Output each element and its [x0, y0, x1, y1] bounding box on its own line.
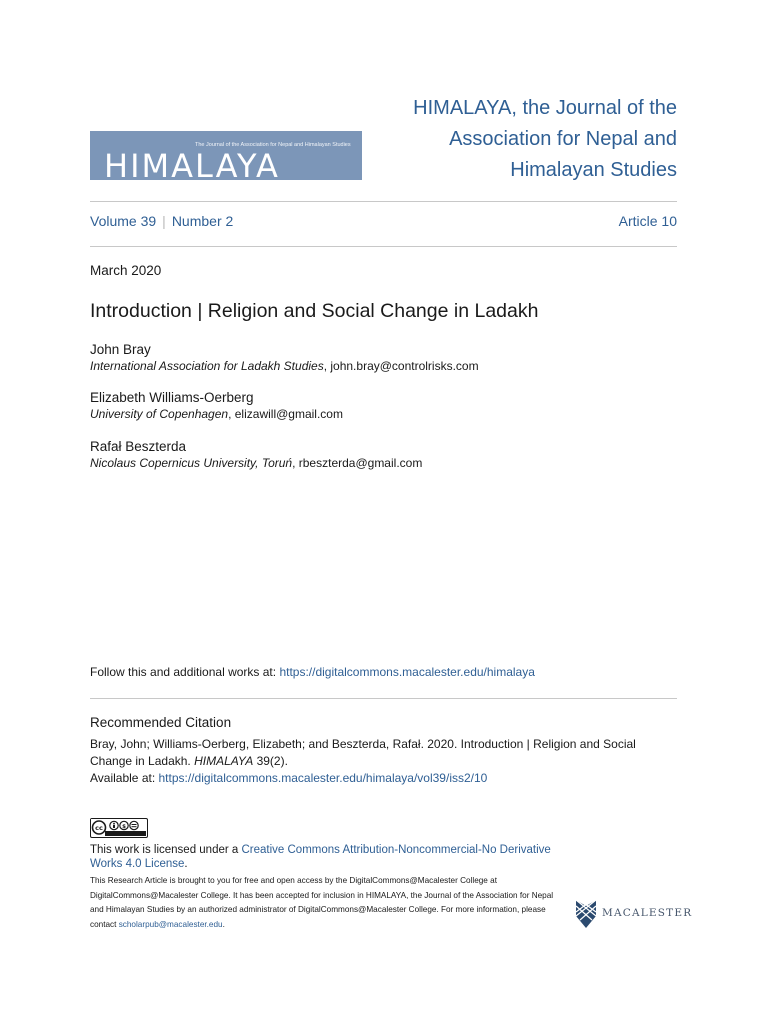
- author-name: John Bray: [90, 342, 151, 357]
- license-prefix: This work is licensed under a: [90, 844, 242, 856]
- author-email: , rbeszterda@gmail.com: [292, 456, 423, 470]
- logo-tagline: The Journal of the Association for Nepal and Himalayan Studies: [195, 142, 351, 148]
- cc-license-badge[interactable]: [90, 818, 148, 838]
- journal-logo: [90, 131, 362, 180]
- author-block: [90, 341, 690, 375]
- affiliation-name: International Association for Ladakh Studies: [90, 359, 324, 373]
- author-name: Rafał Beszterda: [90, 439, 187, 454]
- svg-text:$: $: [122, 823, 126, 830]
- svg-text:cc: cc: [95, 824, 103, 832]
- follow-line: [90, 665, 535, 679]
- license-link[interactable]: Creative Commons Attribution-Noncommercial-No Derivative Works 4.0 License: [90, 844, 551, 870]
- affiliation-name: Nicolaus Copernicus University, Toruń: [90, 456, 293, 470]
- author-email: , elizawill@gmail.com: [228, 407, 343, 421]
- citation-volume: 39(2).: [253, 754, 288, 768]
- divider: [90, 698, 677, 699]
- separator: |: [162, 213, 166, 229]
- access-suffix: .: [222, 919, 225, 929]
- affiliation-name: University of Copenhagen: [90, 407, 229, 421]
- citation-body: [90, 736, 670, 787]
- macalester-wordmark: MACALESTER: [602, 907, 693, 919]
- access-text: This Research Article is brought to you for free and open access by the DigitalCommons@Macalester College at DigitalCommons@Macalester College. It has been accepted for inclusion in HIMALAYA, the Journal of the Association for Nepal and Himalayan Studies by an authorized administrator of DigitalCommons@Macalester College. For more information, please contact: [90, 876, 554, 929]
- journal-title-link[interactable]: HIMALAYA, the Journal of the Association for Nepal and Himalayan Studies: [413, 97, 677, 181]
- number-link[interactable]: Number 2: [171, 213, 234, 229]
- article-link[interactable]: Article 10: [618, 213, 677, 229]
- available-link[interactable]: https://digitalcommons.macalester.edu/himalaya/vol39/iss2/10: [158, 771, 488, 785]
- follow-text: Follow this and additional works at:: [90, 665, 280, 679]
- cc-by-nc-nd-icon: [91, 819, 146, 836]
- license-suffix: .: [184, 858, 188, 870]
- volume-link[interactable]: Volume 39: [90, 213, 157, 229]
- license-text: [90, 843, 560, 871]
- citation-text: Bray, John; Williams-Oerberg, Elizabeth; and Beszterda, Rafał. 2020. Introduction | Religion and Social Change in Ladakh.: [90, 737, 636, 768]
- access-statement: [90, 874, 560, 932]
- author-block: [90, 389, 690, 423]
- author-affiliation: [90, 455, 690, 472]
- contact-email-link[interactable]: scholarpub@macalester.edu: [118, 919, 223, 929]
- author-affiliation: [90, 406, 690, 423]
- issue-line: [90, 213, 677, 229]
- citation-heading: Recommended Citation: [90, 715, 232, 730]
- publication-date: March 2020: [90, 263, 162, 278]
- logo-wordmark: HIMALAYA: [104, 147, 280, 180]
- available-label: Available at:: [90, 771, 159, 785]
- author-name: Elizabeth Williams-Oerberg: [90, 390, 254, 405]
- follow-link[interactable]: https://digitalcommons.macalester.edu/himalaya: [279, 665, 535, 679]
- article-title: Introduction | Religion and Social Change in Ladakh: [90, 300, 539, 322]
- citation-journal: HIMALAYA: [194, 754, 254, 768]
- divider: [90, 246, 677, 247]
- divider: [90, 201, 677, 202]
- author-affiliation: [90, 358, 690, 375]
- macalester-shield-icon: [574, 898, 598, 930]
- macalester-logo[interactable]: [574, 898, 694, 932]
- author-email: , john.bray@controlrisks.com: [323, 359, 479, 373]
- author-block: [90, 438, 690, 472]
